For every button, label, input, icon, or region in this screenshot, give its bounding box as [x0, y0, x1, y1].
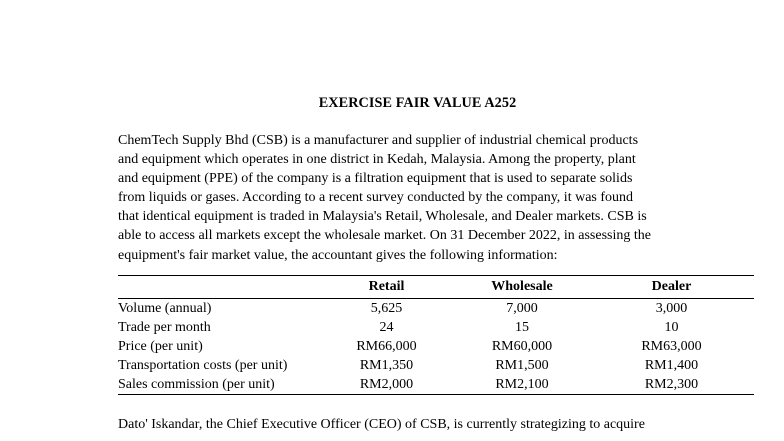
cell-dealer: 3,000 [655, 300, 688, 316]
intro-line: that identical equipment is traded in Malaysia's Retail, Wholesale, and Dealer markets. CSB is [118, 209, 647, 225]
cell-retail: 24 [379, 319, 394, 335]
row-label: Transportation costs (per unit) [118, 357, 288, 373]
row-label: Sales commission (per unit) [118, 376, 275, 392]
market-info-table [118, 275, 754, 395]
row-label: Price (per unit) [118, 338, 203, 354]
intro-line: and equipment (PPE) of the company is a filtration equipment that is used to separate solids [118, 171, 633, 187]
cell-retail: RM2,000 [359, 376, 414, 392]
intro-line: ChemTech Supply Bhd (CSB) is a manufacturer and supplier of industrial chemical products [118, 133, 639, 148]
closing-paragraph: Dato' Iskandar, the Chief Executive Officer (CEO) of CSB, is currently strategizing to acquire [118, 417, 645, 432]
cell-dealer: RM63,000 [641, 338, 702, 354]
row-label: Volume (annual) [118, 300, 212, 316]
table-header-row [118, 276, 754, 299]
intro-line: able to access all markets except the wholesale market. On 31 December 2022, in assessing the [118, 228, 651, 244]
table-row [118, 375, 754, 395]
cell-dealer: 10 [664, 319, 679, 335]
cell-wholesale: RM60,000 [491, 338, 553, 354]
table-row [118, 318, 754, 337]
table-row [118, 299, 754, 319]
cell-retail: RM1,350 [359, 357, 414, 373]
cell-dealer: RM1,400 [644, 357, 699, 373]
header-dealer: Dealer [651, 279, 692, 294]
header-wholesale: Wholesale [491, 279, 553, 294]
table-row [118, 337, 754, 356]
cell-wholesale: RM2,100 [495, 376, 549, 392]
cell-dealer: RM2,300 [644, 376, 699, 392]
intro-line: equipment's fair market value, the accountant gives the following information: [118, 247, 558, 263]
header-retail: Retail [368, 279, 405, 294]
page-title: EXERCISE FAIR VALUE A252 [318, 95, 517, 111]
cell-wholesale: 15 [515, 319, 529, 335]
intro-paragraph [118, 131, 718, 265]
header-blank [118, 276, 318, 299]
cell-retail: RM66,000 [356, 338, 417, 354]
intro-line: from liquids or gases. According to a recent survey conducted by the company, it was found [118, 190, 634, 206]
cell-wholesale: RM1,500 [495, 357, 549, 373]
table-row [118, 356, 754, 375]
cell-wholesale: 7,000 [506, 300, 538, 316]
row-label: Trade per month [118, 319, 211, 335]
intro-line: and equipment which operates in one district in Kedah, Malaysia. Among the property, plant [118, 152, 636, 168]
cell-retail: 5,625 [370, 300, 403, 316]
